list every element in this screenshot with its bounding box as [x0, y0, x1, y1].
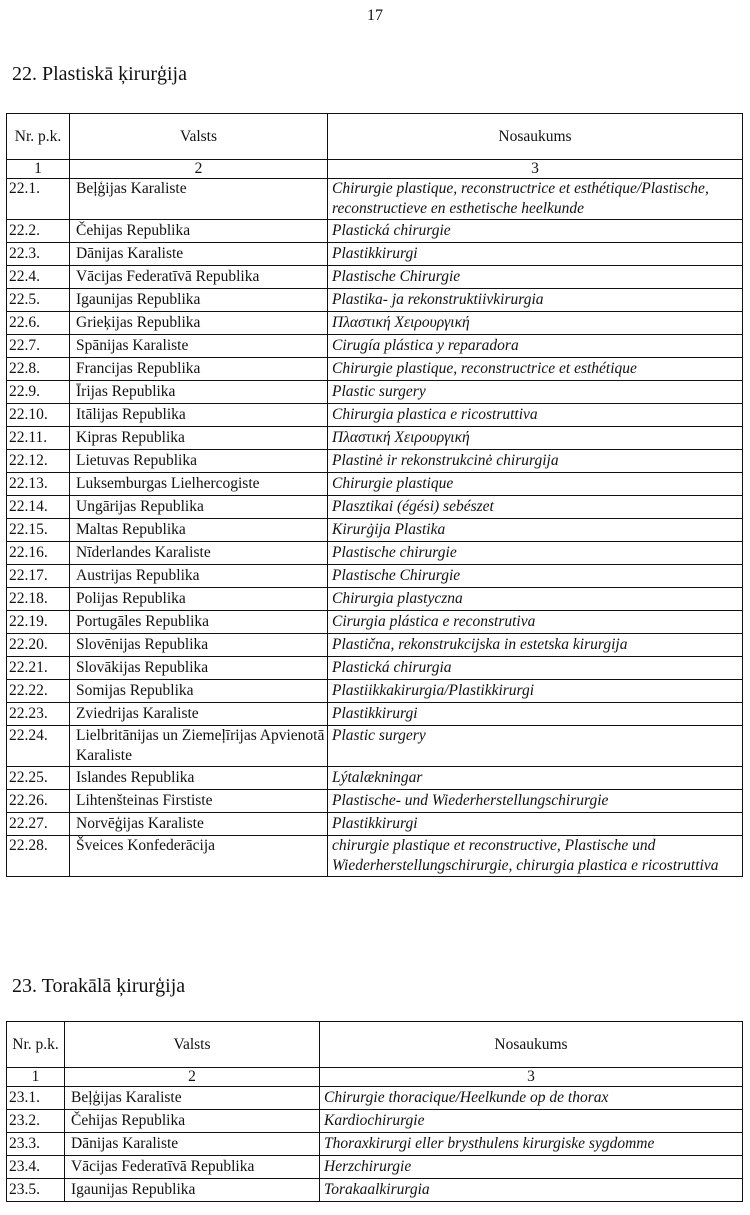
table-row	[7, 1156, 743, 1179]
specialty-title: Plastische- und Wiederherstellungschirurgie	[328, 790, 743, 813]
header-nr: Nr. p.k.	[7, 1022, 65, 1068]
specialty-title: Plastische chirurgie	[328, 542, 743, 565]
country-name: Kipras Republika	[70, 427, 328, 450]
row-number: 23.3.	[7, 1133, 65, 1156]
specialty-title: Chirurgia plastica e ricostruttiva	[328, 404, 743, 427]
country-name: Lietuvas Republika	[70, 450, 328, 473]
table-row	[7, 703, 743, 726]
country-name: Maltas Republika	[70, 519, 328, 542]
specialty-title: Chirurgie plastique	[328, 473, 743, 496]
table-row	[7, 1087, 743, 1110]
page-number: 17	[367, 7, 383, 24]
row-number: 22.6.	[7, 312, 70, 335]
row-number: 22.23.	[7, 703, 70, 726]
specialty-title: Plastična, rekonstrukcijska in estetska kirurgija	[328, 634, 743, 657]
country-name: Austrijas Republika	[70, 565, 328, 588]
country-name: Somijas Republika	[70, 680, 328, 703]
row-number: 22.4.	[7, 266, 70, 289]
row-number: 22.24.	[7, 726, 70, 767]
table-row	[7, 220, 743, 243]
row-number: 22.21.	[7, 657, 70, 680]
country-name: Beļģijas Karaliste	[65, 1087, 320, 1110]
row-number: 22.9.	[7, 381, 70, 404]
table-row	[7, 289, 743, 312]
specialty-title: Chirurgie thoracique/Heelkunde op de thorax	[320, 1087, 743, 1110]
row-number: 22.15.	[7, 519, 70, 542]
table-row	[7, 496, 743, 519]
table-row	[7, 657, 743, 680]
table-row	[7, 427, 743, 450]
row-number: 22.5.	[7, 289, 70, 312]
row-number: 22.2.	[7, 220, 70, 243]
table-row	[7, 519, 743, 542]
specialty-title: Thoraxkirurgi eller brysthulens kirurgiske sygdomme	[320, 1133, 743, 1156]
country-name: Islandes Republika	[70, 767, 328, 790]
country-name: Īrijas Republika	[70, 381, 328, 404]
table-row	[7, 588, 743, 611]
country-name: Luksemburgas Lielhercogiste	[70, 473, 328, 496]
country-name: Igaunijas Republika	[65, 1179, 320, 1202]
row-number: 22.22.	[7, 680, 70, 703]
country-name: Vācijas Federatīvā Republika	[70, 266, 328, 289]
row-number: 22.28.	[7, 836, 70, 877]
specialty-title: Kardiochirurgie	[320, 1110, 743, 1133]
table-row	[7, 266, 743, 289]
specialty-title: Plastische Chirurgie	[328, 565, 743, 588]
table-row	[7, 542, 743, 565]
table-row	[7, 335, 743, 358]
country-name: Čehijas Republika	[65, 1110, 320, 1133]
column-number-row	[7, 160, 743, 179]
specialty-title: Plastická chirurgie	[328, 220, 743, 243]
specialty-title: Kirurġija Plastika	[328, 519, 743, 542]
table-row	[7, 312, 743, 335]
country-name: Zviedrijas Karaliste	[70, 703, 328, 726]
row-number: 22.27.	[7, 813, 70, 836]
specialty-title: Chirurgie plastique, reconstructrice et esthétique	[328, 358, 743, 381]
section-title-plastic-surgery: 22. Plastiskā ķirurģija	[12, 63, 187, 85]
table-row	[7, 836, 743, 877]
row-number: 22.14.	[7, 496, 70, 519]
country-name: Igaunijas Republika	[70, 289, 328, 312]
row-number: 22.12.	[7, 450, 70, 473]
country-name: Francijas Republika	[70, 358, 328, 381]
country-name: Norvēģijas Karaliste	[70, 813, 328, 836]
specialty-title: Plastika- ja rekonstruktiivkirurgia	[328, 289, 743, 312]
table-row	[7, 381, 743, 404]
table-row	[7, 243, 743, 266]
row-number: 22.7.	[7, 335, 70, 358]
specialty-title: Plastinė ir rekonstrukcinė chirurgija	[328, 450, 743, 473]
country-name: Grieķijas Republika	[70, 312, 328, 335]
section-title-thoracic-surgery: 23. Torakālā ķirurģija	[12, 975, 186, 997]
row-number: 22.8.	[7, 358, 70, 381]
header-nosaukums: Nosaukums	[320, 1022, 743, 1068]
country-name: Čehijas Republika	[70, 220, 328, 243]
country-name: Lielbritānijas un Ziemeļīrijas Apvienotā Karaliste	[70, 726, 328, 767]
country-name: Slovēnijas Republika	[70, 634, 328, 657]
specialty-title: Plastikkirurgi	[328, 243, 743, 266]
row-number: 22.1.	[7, 179, 70, 220]
specialty-title: Torakaalkirurgia	[320, 1179, 743, 1202]
specialty-title: Plastic surgery	[328, 726, 743, 767]
column-number: 3	[320, 1068, 743, 1087]
column-number: 2	[70, 160, 328, 179]
country-name: Portugāles Republika	[70, 611, 328, 634]
country-name: Vācijas Federatīvā Republika	[65, 1156, 320, 1179]
header-nosaukums: Nosaukums	[328, 114, 743, 160]
specialty-title: Plasztikai (égési) sebészet	[328, 496, 743, 519]
country-name: Polijas Republika	[70, 588, 328, 611]
row-number: 22.16.	[7, 542, 70, 565]
column-number: 1	[7, 160, 70, 179]
specialty-title: Lýtalækningar	[328, 767, 743, 790]
table-row	[7, 634, 743, 657]
table-row	[7, 726, 743, 767]
column-number: 2	[65, 1068, 320, 1087]
specialty-title: chirurgie plastique et reconstructive, Plastische und Wiederherstellungschirurgie, chirurgia plastica e ricostruttiva	[328, 836, 743, 877]
table-row	[7, 680, 743, 703]
row-number: 23.1.	[7, 1087, 65, 1110]
specialty-title: Plastikkirurgi	[328, 813, 743, 836]
table-row	[7, 1110, 743, 1133]
country-name: Itālijas Republika	[70, 404, 328, 427]
table-row	[7, 358, 743, 381]
table-row	[7, 790, 743, 813]
row-number: 22.20.	[7, 634, 70, 657]
table-row	[7, 767, 743, 790]
row-number: 22.19.	[7, 611, 70, 634]
row-number: 22.13.	[7, 473, 70, 496]
country-name: Lihtenšteinas Firstiste	[70, 790, 328, 813]
row-number: 22.18.	[7, 588, 70, 611]
specialty-title: Cirurgia plástica e reconstrutiva	[328, 611, 743, 634]
specialty-title: Cirugía plástica y reparadora	[328, 335, 743, 358]
column-number: 1	[7, 1068, 65, 1087]
specialty-title: Chirurgie plastique, reconstructrice et esthétique/Plastische, reconstructieve en esthetische heelkunde	[328, 179, 743, 220]
header-nr: Nr. p.k.	[7, 114, 70, 160]
table-row	[7, 404, 743, 427]
specialty-title: Πλαστική Χειρουργική	[328, 312, 743, 335]
column-number: 3	[328, 160, 743, 179]
country-name: Dānijas Karaliste	[70, 243, 328, 266]
country-name: Spānijas Karaliste	[70, 335, 328, 358]
row-number: 23.4.	[7, 1156, 65, 1179]
header-valsts: Valsts	[70, 114, 328, 160]
specialty-title: Plastiikkakirurgia/Plastikkirurgi	[328, 680, 743, 703]
table-header-row	[7, 114, 743, 160]
specialty-title: Plastic surgery	[328, 381, 743, 404]
country-name: Ungārijas Republika	[70, 496, 328, 519]
table-row	[7, 813, 743, 836]
specialty-title: Plastikkirurgi	[328, 703, 743, 726]
table-row	[7, 1179, 743, 1202]
country-name: Slovākijas Republika	[70, 657, 328, 680]
specialty-title: Chirurgia plastyczna	[328, 588, 743, 611]
specialty-title: Plastická chirurgia	[328, 657, 743, 680]
country-name: Nīderlandes Karaliste	[70, 542, 328, 565]
table-row	[7, 1133, 743, 1156]
table-row	[7, 473, 743, 496]
specialty-title: Πλαστική Χειρουργική	[328, 427, 743, 450]
country-name: Beļģijas Karaliste	[70, 179, 328, 220]
specialty-title: Plastische Chirurgie	[328, 266, 743, 289]
country-name: Šveices Konfederācija	[70, 836, 328, 877]
column-number-row	[7, 1068, 743, 1087]
table-row	[7, 179, 743, 220]
table-header-row	[7, 1022, 743, 1068]
header-valsts: Valsts	[65, 1022, 320, 1068]
plastic-surgery-table	[6, 113, 743, 877]
row-number: 23.2.	[7, 1110, 65, 1133]
thoracic-surgery-table	[6, 1021, 743, 1202]
table-row	[7, 450, 743, 473]
row-number: 23.5.	[7, 1179, 65, 1202]
row-number: 22.26.	[7, 790, 70, 813]
specialty-title: Herzchirurgie	[320, 1156, 743, 1179]
row-number: 22.10.	[7, 404, 70, 427]
row-number: 22.3.	[7, 243, 70, 266]
row-number: 22.11.	[7, 427, 70, 450]
row-number: 22.25.	[7, 767, 70, 790]
row-number: 22.17.	[7, 565, 70, 588]
country-name: Dānijas Karaliste	[65, 1133, 320, 1156]
table-row	[7, 565, 743, 588]
table-row	[7, 611, 743, 634]
